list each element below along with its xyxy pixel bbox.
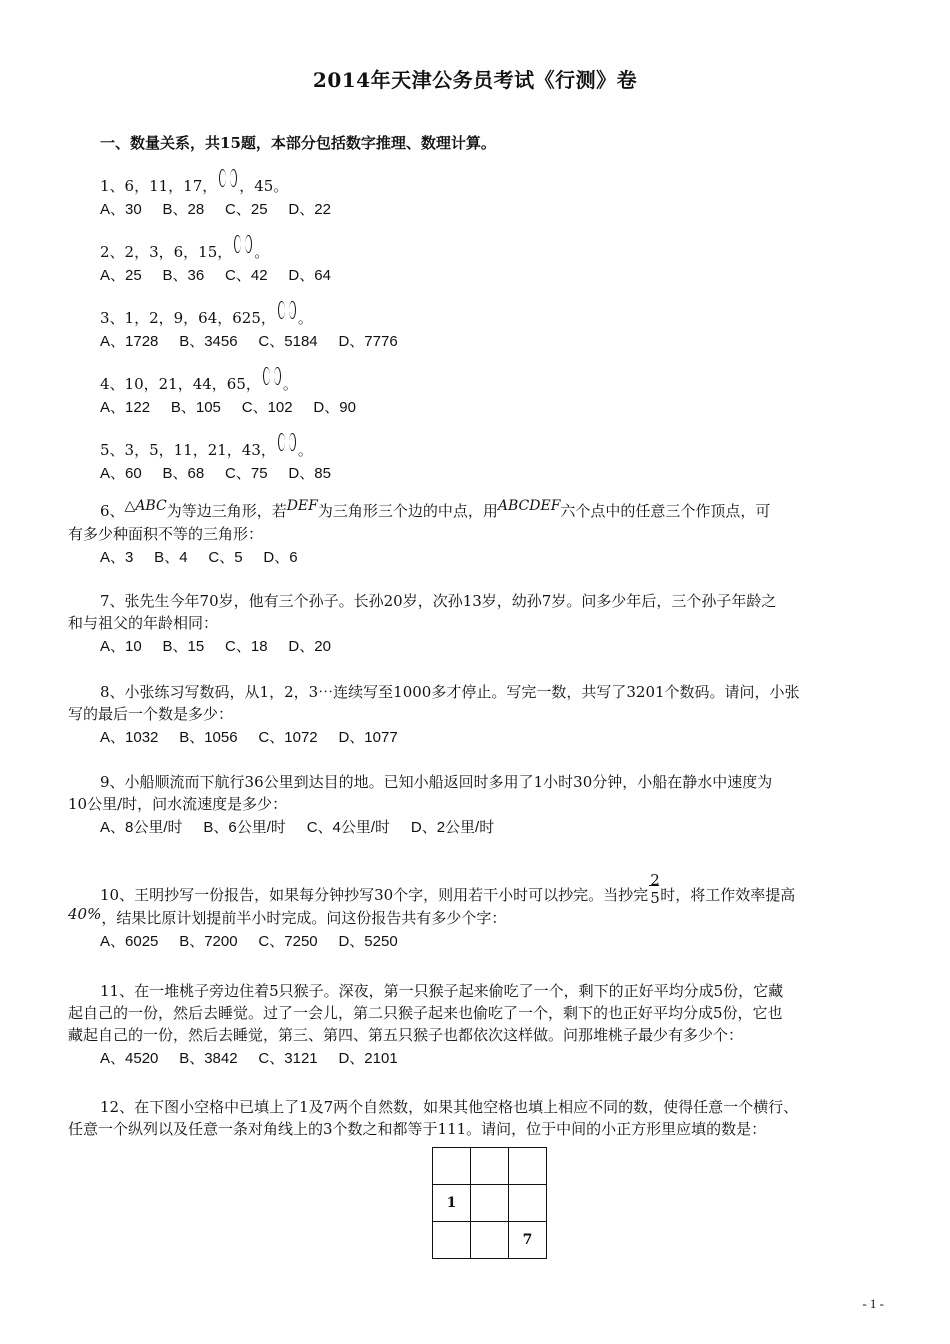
question-text-line2: 任意一个纵列以及任意一条对角线上的3个数之和都等于111。请问，位于中间的小正方形里应填的数是： [68,1120,767,1138]
question-8 [68,681,880,749]
question-stem-end: 。 [254,243,270,261]
question-stem: 5、3，5，11，21，43， [100,441,276,459]
question-stem: 2、2，3，6，15， [100,243,233,261]
question-stem: 1、6，11，17， [100,177,218,195]
math-triangle-abc: △ABC [124,498,167,514]
answer-options: A、30 B、28 C、25 D、22 [100,201,331,218]
blank-parentheses [234,241,252,259]
grid-cell [471,1222,509,1259]
question-text-line2: ，结果比原计划提前半小时完成。问这份报告共有多少个字： [101,909,507,927]
question-stem: 3、1，2，9，64，625， [100,309,276,327]
answer-options: A、4520 B、3842 C、3121 D、2101 [100,1050,398,1067]
question-text-line1: 12、在下图小空格中已填上了1及7两个自然数，如果其他空格也填上相应不同的数，使得任意一个横行、 [100,1098,799,1116]
question-stem-end: 。 [297,309,313,327]
answer-options: A、3 B、4 C、5 D、6 [100,549,298,566]
question-text-line1: 11、在一堆桃子旁边住着5只猴子。深夜，第一只猴子起来偷吃了一个，剩下的正好平均分成5份，它藏 [100,982,784,1000]
question-12 [68,1096,880,1140]
question-text-line2: 和与祖父的年龄相同： [68,614,219,632]
fraction-bar [649,885,659,886]
question-3 [100,307,880,353]
question-text-line1: 7、张先生今年70岁，他有三个孙子。长孙20岁，次孙13岁，幼孙7岁。问多少年后，三个孙子年龄之 [100,592,777,610]
grid-cell [433,1148,471,1185]
fraction-numerator: 2 [650,871,660,889]
question-text-line1: 9、小船顺流而下航行36公里到达目的地。已知小船返回时多用了1小时30分钟，小船在静水中速度为 [100,773,773,791]
question-11 [68,980,880,1070]
question-text-line2: 写的最后一个数是多少： [68,705,234,723]
page-title: 2014年天津公务员考试《行测》卷 [312,68,638,92]
answer-options: A、8公里/时 B、6公里/时 C、4公里/时 D、2公里/时 [100,819,495,836]
question-stem-end: 。 [297,441,313,459]
question-stem: 4、10，21，44，65， [100,375,261,393]
answer-options: A、1728 B、3456 C、5184 D、7776 [100,333,398,350]
grid-row [433,1222,547,1259]
grid-row [433,1185,547,1222]
question-4 [100,373,880,419]
question-text: 时，将工作效率提高 [660,886,796,904]
question-9 [68,771,880,839]
section-heading: 一、数量关系，共15题，本部分包括数字推理、数理计算。 [100,134,496,152]
grid-cell [509,1185,547,1222]
grid-cell [471,1148,509,1185]
answer-options: A、6025 B、7200 C、7250 D、5250 [100,933,398,950]
magic-square-grid [432,1147,547,1259]
fraction-two-fifths [648,871,660,907]
page-number: - 1 - [862,1296,884,1311]
question-number: 6、 [100,502,125,520]
question-text-line2: 有多少种面积不等的三角形： [68,525,264,543]
question-10 [68,871,880,953]
question-1 [100,175,880,221]
question-text: 10、王明抄写一份报告，如果每分钟抄写30个字，则用若干小时可以抄完。当抄完 [100,886,649,904]
grid-cell [471,1185,509,1222]
blank-parentheses [278,307,296,325]
grid-cell [433,1222,471,1259]
question-7 [68,590,880,658]
grid-cell [509,1148,547,1185]
blank-parentheses [278,439,296,457]
fraction-denominator: 5 [650,889,660,907]
question-text-line2: 10公里/时，问水流速度是多少： [68,795,288,813]
question-text-line2: 起自己的一份，然后去睡觉。过了一会儿，第二只猴子起来也偷吃了一个，剩下的也正好平均分成5份，它也 [68,1004,783,1022]
grid-cell: 7 [509,1222,547,1259]
question-stem-end: 。 [282,375,298,393]
answer-options: A、1032 B、1056 C、1072 D、1077 [100,729,398,746]
math-abcdef: ABCDEF [497,498,561,514]
blank-parentheses [263,373,281,391]
question-stem-end: ，45。 [239,177,289,195]
math-def: DEF [286,498,318,514]
answer-options: A、10 B、15 C、18 D、20 [100,638,331,655]
question-text: 为等边三角形，若 [166,502,287,520]
blank-parentheses [219,175,237,193]
question-5 [100,439,880,485]
question-text-line3: 藏起自己的一份，然后去睡觉，第三、第四、第五只猴子也都依次这样做。问那堆桃子最少有多少个： [68,1026,744,1044]
math-percent: 40% [68,905,102,923]
question-6 [68,498,880,569]
question-text: 六个点中的任意三个作顶点，可 [560,502,771,520]
answer-options: A、60 B、68 C、75 D、85 [100,465,331,482]
answer-options: A、25 B、36 C、42 D、64 [100,267,331,284]
question-2 [100,241,880,287]
grid-row [433,1148,547,1185]
question-text-line1: 8、小张练习写数码，从1，2，3⋯连续写至1000多才停止。写完一数，共写了3201个数码。请问，小张 [100,683,800,701]
answer-options: A、122 B、105 C、102 D、90 [100,399,356,416]
question-text: 为三角形三个边的中点，用 [317,502,498,520]
grid-cell: 1 [433,1185,471,1222]
